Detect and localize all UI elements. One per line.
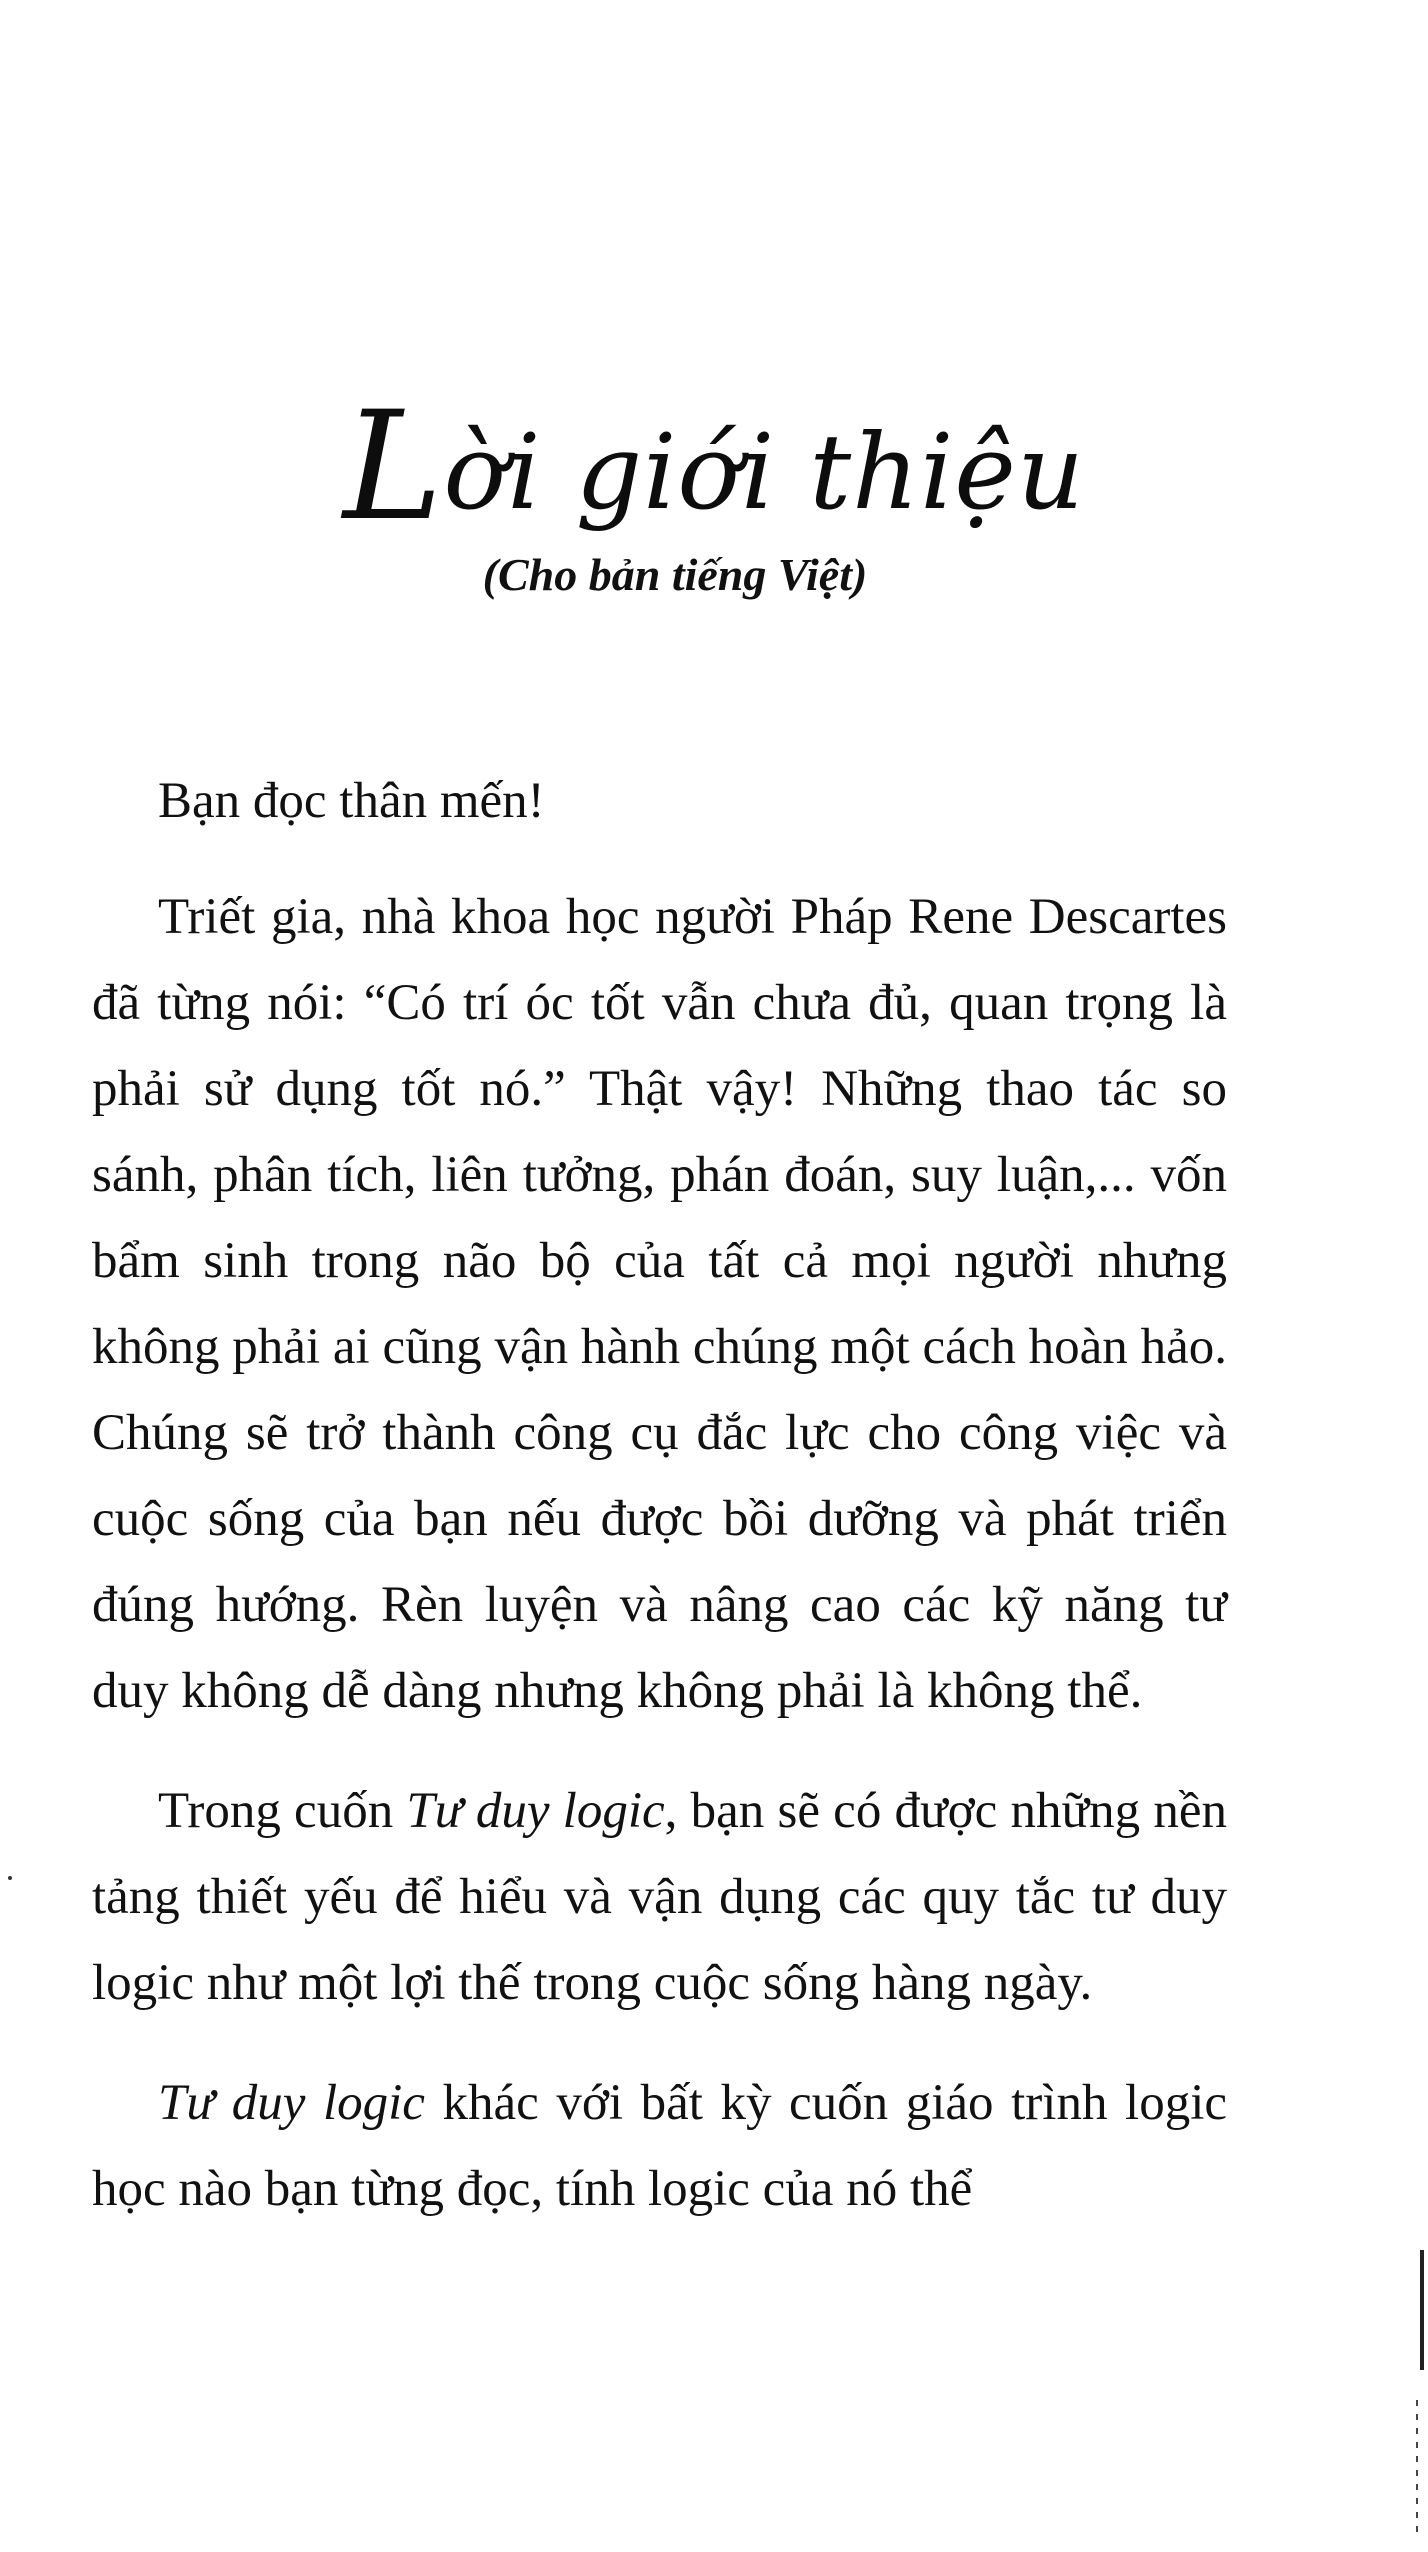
- book-title-reference: Tư duy logic: [406, 1783, 665, 1839]
- paragraph-1: Triết gia, nhà khoa học người Pháp Rene Descartes đã từng nói: “Có trí óc tốt vẫn chưa đủ, quan trọng là phải sử dụng tốt nó.” Thật vậy! Những thao tác so sánh, phân tích, liên tưởng, phán đoán, suy luận,... vốn bẩm sinh trong não bộ của tất cả mọi người nhưng không phải ai cũng vận hành chúng một cách hoàn hảo. Chúng sẽ trở thành công cụ đắc lực cho công việc và cuộc sống của bạn nếu được bồi dưỡng và phát triển đúng hướng. Rèn luyện và nâng cao các kỹ năng tư duy không dễ dàng nhưng không phải là không thể.: [92, 889, 1227, 1719]
- title-initial: L: [343, 380, 444, 554]
- paragraph-2-after: , bạn sẽ có được những nền tảng thiết yếu để hiểu và vận dụng các quy tắc tư duy logic như một lợi thế trong cuộc sống hàng ngày.: [92, 1783, 1227, 2011]
- scan-edge-line: [1420, 2250, 1424, 2370]
- scan-speck: [8, 1876, 12, 1880]
- greeting-paragraph: Bạn đọc thân mến!: [158, 773, 545, 829]
- paragraph-2-before: Trong cuốn: [158, 1783, 407, 1839]
- book-title-reference: Tư duy logic: [158, 2075, 425, 2131]
- paragraph-3-after: khác với bất kỳ cuốn giáo trình logic học nào bạn từng đọc, tính logic của nó thể: [92, 2075, 1227, 2217]
- paragraph-2: [92, 1768, 1227, 2026]
- body-text: [92, 758, 1227, 2266]
- page-subtitle: (Cho bản tiếng Việt): [482, 549, 868, 600]
- page-title: [0, 370, 1428, 554]
- title-rest: ời giới thiệu: [443, 411, 1085, 533]
- scan-edge-dashes: [1416, 2400, 1418, 2540]
- paragraph-3: [92, 2060, 1227, 2232]
